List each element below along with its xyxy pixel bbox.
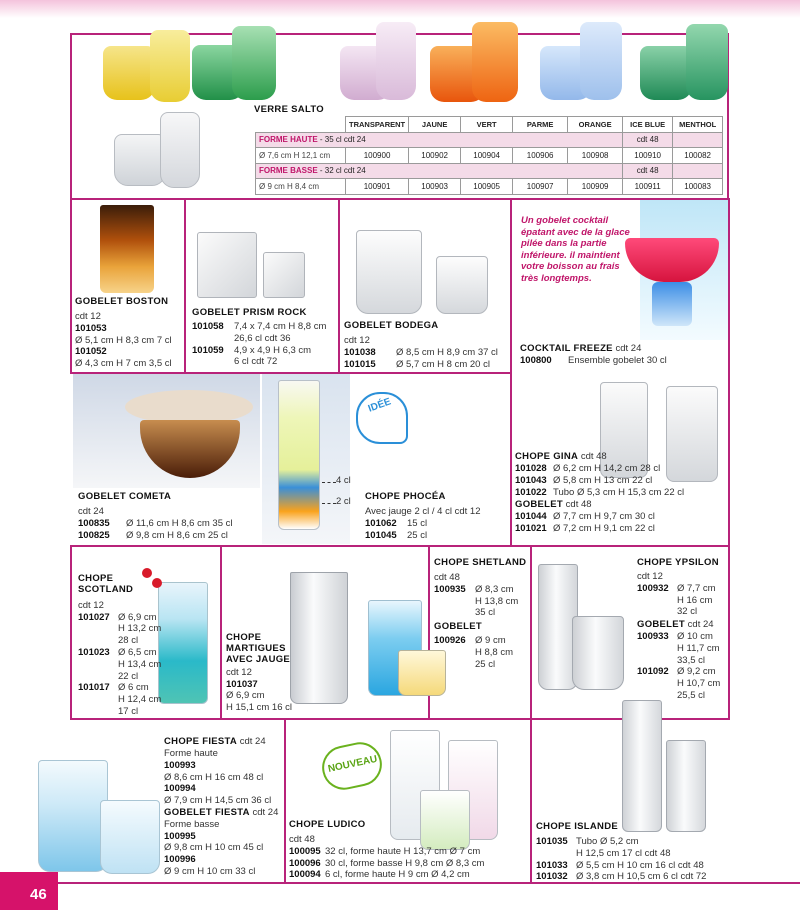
gauge-2cl-line bbox=[322, 503, 336, 504]
fiesta-dim: Ø 8,6 cm H 16 cm 48 cl bbox=[164, 771, 264, 783]
col-header: JAUNE bbox=[409, 117, 461, 133]
martigues-cdt: cdt 12 bbox=[226, 666, 252, 678]
boston-block bbox=[75, 297, 172, 370]
prism-dim: 6 cl cdt 72 bbox=[234, 356, 278, 368]
ludico-ref: 100095 bbox=[289, 845, 321, 857]
scotland-dim: H 13,4 cm bbox=[118, 658, 162, 670]
cometa-cdt: cdt 24 bbox=[78, 505, 104, 517]
fiesta-block bbox=[164, 736, 278, 878]
islande-title: CHOPE ISLANDE bbox=[536, 821, 619, 832]
shetland-dim: Ø 8,3 cm bbox=[475, 583, 514, 595]
gina-dim: Tubo Ø 5,3 cm H 15,3 cm 22 cl bbox=[553, 486, 685, 498]
ypsilon-ref: 101092 bbox=[637, 666, 669, 678]
table-cell: 100900 bbox=[346, 148, 409, 164]
scotland-dim: Ø 6,5 cm bbox=[118, 647, 157, 659]
bodega-ref: 101038 bbox=[344, 346, 376, 358]
salto-header-row bbox=[256, 117, 723, 133]
divider-left-row1 bbox=[70, 198, 72, 373]
gina-title: CHOPE GINA bbox=[515, 451, 579, 462]
bodega-title: GOBELET BODEGA bbox=[344, 320, 439, 331]
boston-title: GOBELET BOSTON bbox=[75, 296, 169, 307]
fiesta-ref: 100996 bbox=[164, 854, 196, 866]
ypsilon-ref: 100933 bbox=[637, 631, 669, 643]
prism-dim: 26,6 cl cdt 36 bbox=[234, 332, 291, 344]
fiesta-title2: GOBELET FIESTA bbox=[164, 806, 250, 818]
divider-shetland bbox=[530, 545, 532, 719]
ypsilon-dim: 33,5 cl bbox=[677, 654, 705, 666]
fiesta-sub2: Forme basse bbox=[164, 818, 220, 830]
scotland-dim: 17 cl bbox=[118, 706, 139, 718]
gina-dim: Ø 7,7 cm H 9,7 cm 30 cl bbox=[553, 511, 655, 523]
divider-scotland bbox=[220, 545, 222, 719]
cometa-block bbox=[78, 492, 232, 541]
ypsilon-block bbox=[637, 558, 720, 702]
fiesta-dim: Ø 9,8 cm H 10 cm 45 cl bbox=[164, 842, 264, 854]
freeze-block bbox=[520, 343, 667, 367]
ypsilon-dim: H 11,7 cm bbox=[677, 642, 720, 654]
ludico-dim: 32 cl, forme haute H 13,7 cm Ø 7 cm bbox=[325, 845, 481, 857]
gauge-4cl-line bbox=[322, 482, 336, 483]
scotland-dim: H 13,2 cm bbox=[118, 623, 162, 635]
scotland-dim: 28 cl bbox=[118, 635, 139, 647]
fiesta-ref: 100993 bbox=[164, 759, 196, 771]
gina-block bbox=[515, 451, 684, 535]
gina-sub-cdt: cdt 48 bbox=[563, 499, 592, 511]
gina-sub-title: GOBELET bbox=[515, 499, 564, 511]
gina-cdt: cdt 48 bbox=[578, 451, 607, 462]
freeze-cdt: cdt 24 bbox=[612, 343, 642, 354]
martigues-title: AVEC JAUGE bbox=[226, 653, 291, 665]
ypsilon-dim: 25,5 cl bbox=[677, 690, 705, 702]
ypsilon-dim: 32 cl bbox=[677, 606, 698, 618]
freeze-title: COCKTAIL FREEZE bbox=[520, 343, 613, 354]
ypsilon-dim: Ø 9,2 cm bbox=[677, 666, 716, 678]
phocea-dim: 25 cl bbox=[407, 529, 428, 541]
islande-dim: Tubo Ø 5,2 cm bbox=[576, 835, 639, 847]
fiesta-cdt2: cdt 24 bbox=[249, 806, 279, 818]
phocea-block bbox=[365, 492, 480, 541]
scotland-dim: H 12,4 cm bbox=[118, 694, 162, 706]
scotland-dim: 22 cl bbox=[118, 670, 139, 682]
freeze-ref: 100800 bbox=[520, 354, 552, 366]
prism-dim: 4,9 x 4,9 H 6,3 cm bbox=[234, 344, 312, 356]
islande-block bbox=[536, 822, 706, 883]
fiesta-ref: 100994 bbox=[164, 783, 196, 795]
scotland-title: CHOPE bbox=[78, 573, 114, 584]
table-cell: 100910 bbox=[623, 148, 673, 164]
shetland-ref: 100926 bbox=[434, 635, 466, 647]
scotland-cdt: cdt 12 bbox=[78, 599, 104, 611]
nouveau-badge bbox=[318, 738, 386, 794]
ypsilon-dim: Ø 7,7 cm bbox=[677, 582, 716, 594]
table-cell: 100908 bbox=[568, 148, 623, 164]
table-cell: 100083 bbox=[673, 179, 723, 195]
prism-block bbox=[192, 308, 326, 368]
shetland-sub: GOBELET bbox=[434, 621, 483, 633]
prism-ref: 101059 bbox=[192, 344, 224, 356]
islande-ref: 101033 bbox=[536, 859, 568, 871]
divider-prism bbox=[338, 198, 340, 373]
table-cell: 100905 bbox=[461, 179, 513, 195]
col-header: PARME bbox=[513, 117, 568, 133]
phocea-sub: Avec jauge 2 cl / 4 cl cdt 12 bbox=[365, 505, 481, 517]
shetland-title: CHOPE SHETLAND bbox=[434, 557, 527, 568]
table-cell: 100082 bbox=[673, 148, 723, 164]
shetland-dim: 35 cl bbox=[475, 607, 496, 619]
islande-dim: Ø 3,8 cm H 10,5 cm 6 cl cdt 72 bbox=[576, 871, 707, 883]
gina-ref: 101043 bbox=[515, 474, 547, 486]
col-header: MENTHOL bbox=[673, 117, 723, 133]
bodega-dim: Ø 8,5 cm H 8,9 cm 37 cl bbox=[396, 346, 498, 358]
shetland-dim: H 13,8 cm bbox=[475, 595, 519, 607]
ypsilon-sub-cdt: cdt 24 bbox=[685, 619, 714, 631]
prism-dim: 7,4 x 7,4 cm H 8,8 cm bbox=[234, 320, 327, 332]
ludico-dim: 30 cl, forme basse H 9,8 cm Ø 8,3 cm bbox=[325, 857, 485, 869]
col-header: ICE BLUE bbox=[623, 117, 673, 133]
islande-ref: 101035 bbox=[536, 835, 568, 847]
phocea-dim: 15 cl bbox=[407, 517, 428, 529]
salto-table bbox=[255, 116, 723, 195]
gina-dim: Ø 7,2 cm H 9,1 cm 22 cl bbox=[553, 523, 655, 535]
col-header: VERT bbox=[461, 117, 513, 133]
table-cell: 100901 bbox=[346, 179, 409, 195]
shetland-ref: 100935 bbox=[434, 583, 466, 595]
salto-basse-row bbox=[256, 179, 723, 195]
table-cell: 100907 bbox=[513, 179, 568, 195]
boston-dim: Ø 4,3 cm H 7 cm 3,5 cl bbox=[75, 358, 172, 370]
shetland-block bbox=[434, 558, 526, 670]
bodega-block bbox=[344, 321, 498, 370]
ludico-cdt: cdt 48 bbox=[289, 833, 315, 845]
shetland-dim: H 8,8 cm bbox=[475, 646, 514, 658]
gauge-2cl: 2 cl bbox=[336, 496, 351, 507]
freeze-note: Un gobelet cocktail épatant avec de la glace pilée dans la partie inférieure. il maintient votre boisson au frais très longtemps. bbox=[521, 215, 630, 284]
scotland-ref: 101027 bbox=[78, 611, 110, 623]
gina-ref: 101044 bbox=[515, 511, 547, 523]
phocea-ref: 101062 bbox=[365, 517, 397, 529]
martigues-block bbox=[226, 633, 292, 714]
cometa-ref: 100825 bbox=[78, 529, 110, 541]
basse-cap: - 32 cl cdt 24 bbox=[317, 166, 366, 176]
bodega-ref: 101015 bbox=[344, 358, 376, 370]
boston-ref: 101053 bbox=[75, 322, 107, 334]
cometa-dim: Ø 11,6 cm H 8,6 cm 35 cl bbox=[126, 517, 233, 529]
bodega-dim: Ø 5,7 cm H 8 cm 20 cl bbox=[396, 358, 490, 370]
salto-haute-row bbox=[256, 148, 723, 164]
basse-cdt48: cdt 48 bbox=[623, 163, 673, 179]
ypsilon-dim: H 16 cm bbox=[677, 594, 713, 606]
islande-dim: Ø 5,5 cm H 10 cm 16 cl cdt 48 bbox=[576, 859, 704, 871]
haute-label: FORME HAUTE bbox=[259, 135, 318, 145]
ypsilon-dim: H 10,7 cm bbox=[677, 678, 721, 690]
boston-ref: 101052 bbox=[75, 346, 107, 358]
haute-dim: Ø 7,6 cm H 12,1 cm bbox=[256, 148, 346, 164]
scotland-dim: Ø 6,9 cm bbox=[118, 611, 157, 623]
divider-row3 bbox=[70, 545, 729, 547]
scotland-dim: Ø 6 cm bbox=[118, 682, 149, 694]
prism-title: GOBELET PRISM ROCK bbox=[192, 307, 307, 318]
boston-cdt: cdt 12 bbox=[75, 310, 101, 322]
fiesta-sub: Forme haute bbox=[164, 747, 218, 759]
ypsilon-ref: 100932 bbox=[637, 582, 669, 594]
gina-dim: Ø 6,2 cm H 14,2 cm 28 cl bbox=[553, 462, 661, 474]
scotland-block bbox=[78, 574, 161, 718]
phocea-ref: 101045 bbox=[365, 529, 397, 541]
col-header: TRANSPARENT bbox=[346, 117, 409, 133]
table-cell: 100902 bbox=[409, 148, 461, 164]
ludico-block bbox=[289, 820, 484, 881]
phocea-title: CHOPE PHOCÉA bbox=[365, 491, 446, 502]
martigues-title: CHOPE bbox=[226, 632, 262, 643]
table-cell: 100911 bbox=[623, 179, 673, 195]
divider-left-row3 bbox=[70, 545, 72, 719]
fiesta-ref: 100995 bbox=[164, 830, 196, 842]
idee-icon bbox=[356, 392, 408, 444]
prism-ref: 101058 bbox=[192, 320, 224, 332]
divider-right bbox=[728, 198, 730, 720]
col-header: ORANGE bbox=[568, 117, 623, 133]
cometa-ref: 100835 bbox=[78, 517, 110, 529]
fiesta-dim: Ø 7,9 cm H 14,5 cm 36 cl bbox=[164, 795, 272, 807]
cometa-title: GOBELET COMETA bbox=[78, 491, 172, 502]
idee-label: IDÉE bbox=[366, 396, 393, 415]
ludico-ref: 100096 bbox=[289, 857, 321, 869]
salto-haute-heading-row bbox=[256, 132, 723, 148]
gina-dim: Ø 5,8 cm H 13 cm 22 cl bbox=[553, 474, 653, 486]
scotland-ref: 101023 bbox=[78, 647, 110, 659]
divider-boston bbox=[184, 198, 186, 373]
salto-title: VERRE SALTO bbox=[254, 104, 324, 115]
page-number: 46 bbox=[0, 872, 58, 910]
ypsilon-cdt: cdt 12 bbox=[637, 570, 663, 582]
islande-ref: 101032 bbox=[536, 871, 568, 883]
salto-basse-heading-row bbox=[256, 163, 723, 179]
ludico-title: CHOPE LUDICO bbox=[289, 819, 366, 830]
ludico-dim: 6 cl, forme haute H 9 cm Ø 4,2 cm bbox=[325, 869, 470, 881]
martigues-dim: Ø 6,9 cm bbox=[226, 690, 265, 702]
gina-ref: 101021 bbox=[515, 523, 547, 535]
table-cell: 100903 bbox=[409, 179, 461, 195]
ludico-ref: 100094 bbox=[289, 869, 321, 881]
shetland-dim: 25 cl bbox=[475, 658, 496, 670]
scotland-title: SCOTLAND bbox=[78, 583, 134, 595]
haute-cap: - 35 cl cdt 24 bbox=[317, 135, 366, 145]
ypsilon-dim: Ø 10 cm bbox=[677, 631, 713, 643]
divider-ludico bbox=[530, 718, 532, 882]
haute-cdt48: cdt 48 bbox=[623, 132, 673, 148]
shetland-dim: Ø 9 cm bbox=[475, 635, 506, 647]
shetland-cdt: cdt 48 bbox=[434, 571, 460, 583]
divider-fiesta bbox=[284, 718, 286, 882]
table-cell: 100909 bbox=[568, 179, 623, 195]
martigues-title: MARTIGUES bbox=[226, 642, 286, 654]
cometa-dim: Ø 9,8 cm H 8,6 cm 25 cl bbox=[126, 529, 228, 541]
bodega-cdt: cdt 12 bbox=[344, 334, 370, 346]
nouveau-label: NOUVEAU bbox=[327, 753, 379, 775]
fiesta-dim: Ø 9 cm H 10 cm 33 cl bbox=[164, 866, 256, 878]
table-cell: 100906 bbox=[513, 148, 568, 164]
boston-dim: Ø 5,1 cm H 8,3 cm 7 cl bbox=[75, 334, 172, 346]
table-cell: 100904 bbox=[461, 148, 513, 164]
martigues-dim: H 15,1 cm 16 cl bbox=[226, 702, 292, 714]
fiesta-cdt: cdt 24 bbox=[237, 736, 266, 747]
basse-dim: Ø 9 cm H 8,4 cm bbox=[256, 179, 346, 195]
martigues-ref: 101037 bbox=[226, 678, 258, 690]
divider-row1 bbox=[70, 198, 729, 200]
gina-ref: 101028 bbox=[515, 462, 547, 474]
top-gradient-band bbox=[0, 0, 800, 18]
gina-ref: 101022 bbox=[515, 486, 547, 498]
basse-label: FORME BASSE bbox=[259, 166, 318, 176]
gauge-4cl: 4 cl bbox=[336, 475, 351, 486]
ypsilon-title: CHOPE YPSILON bbox=[637, 557, 719, 568]
ypsilon-sub: GOBELET bbox=[637, 619, 686, 631]
scotland-ref: 101017 bbox=[78, 682, 110, 694]
fiesta-title: CHOPE FIESTA bbox=[164, 736, 238, 747]
freeze-dim: Ensemble gobelet 30 cl bbox=[568, 354, 667, 366]
islande-dim: H 12,5 cm 17 cl cdt 48 bbox=[576, 847, 671, 859]
